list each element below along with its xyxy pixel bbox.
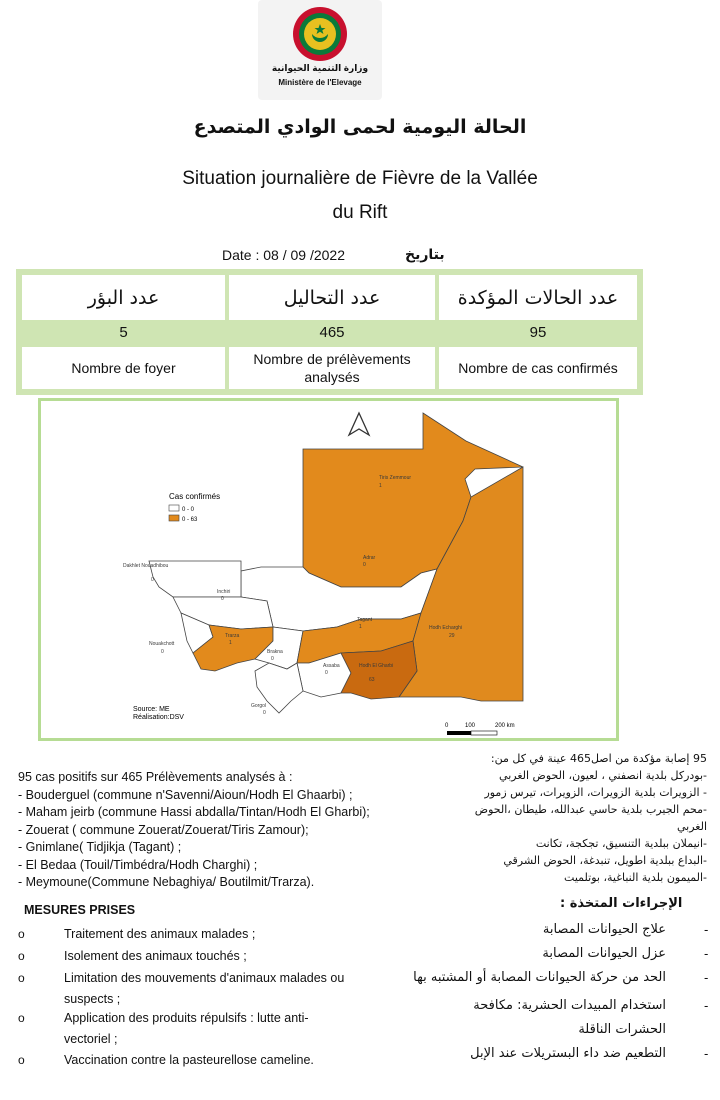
case-item-ar: -البداع ببلدية اطويل، تنبدغة، الحوض الشرقي xyxy=(503,854,707,867)
legend-item-affected: 0 - 63 xyxy=(182,517,198,523)
value-gorgol: 0 xyxy=(263,710,266,716)
bullet-icon: o xyxy=(18,1053,25,1067)
ministry-name-ar: وزارة التنمية الحيوانية xyxy=(271,63,369,73)
dash-bullet: - xyxy=(704,922,709,937)
case-item-fr: - Maham jeirb (commune Hassi abdalla/Tintan/Hodh El Gharbi); xyxy=(18,805,370,819)
label-hodh-el-gharbi: Hodh El Gharbi xyxy=(359,663,394,669)
foyer-value: 5 xyxy=(119,324,128,341)
measure-text-ar: الحد من حركة الحيوانات المصابة أو المشتبه بها xyxy=(413,970,666,985)
scale-200: 200 km xyxy=(495,723,515,729)
case-item-fr: - Meymoune(Commune Nebaghiya/ Boutilmit/Trarza). xyxy=(18,875,315,889)
value-hodh-el-gharbi: 63 xyxy=(369,677,375,683)
value-hodh-echarghi: 29 xyxy=(449,633,455,639)
title-french xyxy=(0,164,720,228)
title-french-line2: du Rift xyxy=(332,202,388,223)
measure-text-ar: عزل الحيوانات المصابة xyxy=(542,946,666,961)
dash-bullet: - xyxy=(704,1046,709,1061)
cases-intro-ar: 95 إصابة مؤكدة من اصل465 عينة في كل من: xyxy=(490,752,707,765)
value-adrar: 0 xyxy=(363,562,366,568)
ministry-name-fr: Ministère de l'Elevage xyxy=(278,78,362,87)
confirmed-label-fr: Nombre de cas confirmés xyxy=(439,347,637,389)
value-brakna: 0 xyxy=(271,656,274,662)
label-inchiri-visible: Inchiri xyxy=(217,589,231,595)
measure-text-fr: Vaccination contre la pasteurellose cameline. xyxy=(64,1053,314,1067)
dash-bullet: - xyxy=(704,946,709,961)
legend-swatch-affected xyxy=(169,515,179,521)
dash-bullet: - xyxy=(704,970,709,985)
case-item-ar: - الزويرات بلدية الزويرات، الزويرات، تيرس زمور xyxy=(484,786,707,799)
map-realisation: Réalisation:DSV xyxy=(133,714,184,721)
case-item-ar: -محم الجيرب بلدية حاسي عبدالله، طيطان ،الحوض الغربي xyxy=(474,803,707,833)
case-item-fr: - Bouderguel (commune n'Savenni/Aioun/Hodh El Ghaarbi) ; xyxy=(18,787,353,802)
cases-list-ar xyxy=(455,750,707,886)
label-gorgol: Gorgol xyxy=(251,703,267,709)
label-nouakchott: Nouakchott xyxy=(149,641,175,647)
report-date: Date : 08 / 09 /2022 xyxy=(222,247,345,263)
value-trarza: 1 xyxy=(229,640,232,646)
case-item-ar: -الميمون بلدية النباغية، بوتلميت xyxy=(564,871,707,884)
cases-intro-fr: 95 cas positifs sur 465 Prélèvements analysés à : xyxy=(18,770,293,784)
label-tiris-zemmour: Tiris Zemmour xyxy=(379,475,412,481)
bullet-icon: o xyxy=(18,949,25,963)
cases-list-fr xyxy=(18,769,438,892)
north-arrow-icon xyxy=(349,413,369,435)
measure-text-ar: علاج الحيوانات المصابة xyxy=(542,922,666,937)
measure-text-fr: Traitement des animaux malades ; xyxy=(64,927,256,941)
label-dakhlet-nouadhibou: Dakhlet Nouadhibou xyxy=(123,563,169,569)
confirmed-label-ar: عدد الحالات المؤكدة xyxy=(439,275,637,320)
label-hodh-echarghi: Hodh Echarghi xyxy=(429,625,463,631)
value-tiris-zemmour: 1 xyxy=(379,483,382,489)
scale-100: 100 xyxy=(465,723,476,729)
mauritania-map xyxy=(41,401,616,738)
case-item-fr: - Gnimlane( Tidjikja (Tagant) ; xyxy=(18,840,182,854)
case-item-fr: - Zouerat ( commune Zouerat/Zouerat/Tiris Zamour); xyxy=(18,822,309,837)
legend-item-none: 0 - 0 xyxy=(182,507,195,513)
measure-text-fr: Limitation des mouvements d'animaux malades ou suspects ; xyxy=(64,971,345,1006)
scale-bar xyxy=(445,723,515,735)
title-french-line1: Situation journalière de Fièvre de la Vallée xyxy=(182,168,538,189)
measure-text-fr: Application des produits répulsifs : lutte anti-vectoriel ; xyxy=(64,1011,309,1046)
value-inchiri: 0 xyxy=(221,596,224,602)
measures-title-fr: MESURES PRISES xyxy=(24,903,136,917)
analyses-label-ar: عدد التحاليل xyxy=(229,275,435,320)
ministry-seal-icon xyxy=(292,6,348,62)
bullet-icon: o xyxy=(18,1011,25,1025)
report-date-ar: بتاريخ xyxy=(405,246,445,262)
bullet-icon: o xyxy=(18,927,25,941)
label-assaba: Assaba xyxy=(323,663,340,669)
value-tagant: 1 xyxy=(359,624,362,630)
measures-title-ar: الإجراءات المتخذة : xyxy=(560,896,683,911)
dash-bullet: - xyxy=(704,998,709,1013)
legend-swatch-none xyxy=(169,505,179,511)
foyer-label-ar: عدد البؤر xyxy=(22,275,225,320)
legend-title: Cas confirmés xyxy=(169,492,221,501)
label-tagant: Tagant xyxy=(357,617,373,623)
analyses-label-fr: Nombre de prélèvements analysés xyxy=(229,347,435,389)
label-brakna: Brakna xyxy=(267,649,283,655)
bullet-icon: o xyxy=(18,971,25,985)
case-item-ar: -انيملان ببلدية التنسيق، تجكجة، تكانت xyxy=(535,837,707,850)
measure-text-ar: استخدام المبيدات الحشرية: مكافحة الحشرات الناقلة xyxy=(473,998,666,1037)
foyer-label-fr: Nombre de foyer xyxy=(22,347,225,389)
scale-0: 0 xyxy=(445,723,449,729)
ministry-logo xyxy=(258,0,382,100)
title-arabic: الحالة اليومية لحمى الوادي المتصدع xyxy=(193,116,527,138)
measure-text-ar: التطعيم ضد داء البستريلات عند الإبل xyxy=(470,1046,666,1061)
measure-text-fr: Isolement des animaux touchés ; xyxy=(64,949,247,963)
label-adrar: Adrar xyxy=(363,555,376,561)
map-source: Source: ME xyxy=(133,706,170,713)
value-dakhlet-nouadhibou: 0 xyxy=(151,577,154,583)
value-nouakchott: 0 xyxy=(161,649,164,655)
confirmed-value: 95 xyxy=(529,324,547,341)
stats-table xyxy=(16,269,643,395)
cases-map xyxy=(38,398,619,741)
analyses-value: 465 xyxy=(319,324,345,341)
value-assaba: 0 xyxy=(325,670,328,676)
label-trarza: Trarza xyxy=(225,633,240,639)
case-item-ar: -بودركل بلدية انصفني ، لعيون، الحوض الغربي xyxy=(499,769,707,782)
case-item-fr: - El Bedaa (Touil/Timbédra/Hodh Charghi) ; xyxy=(18,857,258,872)
